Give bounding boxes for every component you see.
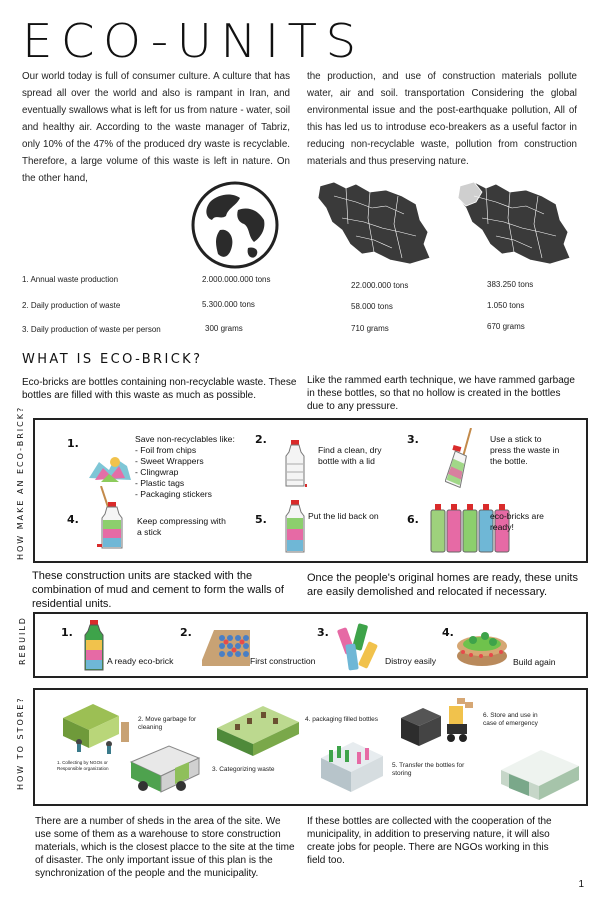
construction-right-text: Once the people's original homes are ready, these units are easily demolished and relocated if necessary. bbox=[307, 572, 578, 598]
warehouse-icon bbox=[497, 744, 583, 802]
step-4-text: Keep compressing with a stick bbox=[137, 516, 226, 537]
rebuild-step-1-number: 1. bbox=[61, 626, 73, 639]
stick-bottle-icon bbox=[445, 428, 475, 490]
stat-iran-annual: 22.000.000 tons bbox=[351, 281, 409, 290]
how-make-label: HOW MAKE AN ECO-BRICK? bbox=[16, 405, 25, 560]
store-step-6-text: 6. Store and use in case of emergency bbox=[483, 712, 538, 727]
rebuild-label: REBUILD bbox=[18, 616, 27, 665]
how-to-store-panel bbox=[33, 688, 588, 806]
eco-brick-icon bbox=[83, 620, 105, 672]
empty-bottle-icon bbox=[283, 440, 307, 490]
step-5-text: Put the lid back on bbox=[308, 511, 379, 521]
step-6-text: eco-bricks are ready! bbox=[490, 511, 544, 532]
stat-world-per-person: 300 grams bbox=[205, 324, 243, 333]
store-step-4-text: 4. packaging filled bottles bbox=[305, 716, 378, 723]
intro-left: Our world today is full of consumer culture. A culture that has spread all over the world and also is rampant in Iran, and eventually swallows what is left for us from nature - water, soil and healthy air. According to the waste manager of Tabriz, only 10% of the 47% of the produced dry waste is recyclable. Therefore, a large volume of this waste is left in nature. On the other hand, bbox=[22, 71, 290, 184]
forklift-icon bbox=[395, 696, 475, 752]
first-construction-icon bbox=[200, 620, 252, 672]
step-2-text: Find a clean, dry bottle with a lid bbox=[318, 445, 382, 466]
capped-bottle-icon bbox=[282, 500, 308, 554]
how-to-store-label: HOW TO STORE? bbox=[16, 696, 25, 790]
intro-right: the production, and use of construction materials pollute water, air and soil. transportation Considering the global environmental issue and the post-earthquake pollution, All of this has led us to introduse eco-breakers as a useful factor in reducing non-recyclable waste, pollution from construction materials and thus preserving nature. bbox=[307, 71, 577, 167]
rebuild-step-1-text: A ready eco-brick bbox=[107, 656, 174, 666]
stat-region-daily: 1.050 tons bbox=[487, 301, 525, 310]
rebuild-panel bbox=[33, 612, 588, 678]
region-map-icon bbox=[452, 178, 574, 268]
rebuild-step-3-number: 3. bbox=[317, 626, 329, 639]
rebuild-step-3-text: Distroy easily bbox=[385, 656, 437, 666]
globe-icon bbox=[190, 180, 280, 270]
list-item: - Foil from chips bbox=[135, 445, 197, 455]
list-item: - Sweet Wrappers bbox=[135, 456, 204, 466]
list-item: - Clingwrap bbox=[135, 467, 179, 477]
stat-region-annual: 383.250 tons bbox=[487, 280, 534, 289]
step-1-number: 1. bbox=[67, 437, 79, 450]
iran-map-icon bbox=[312, 178, 434, 268]
stat-world-annual: 2.000.000.000 tons bbox=[202, 275, 271, 284]
waste-pile-icon bbox=[85, 448, 135, 488]
what-is-eco-brick-heading: WHAT IS ECO-BRICK? bbox=[22, 352, 203, 367]
store-step-2-text: 2. Move garbage for cleaning bbox=[138, 716, 197, 731]
rebuild-step-4-text: Build again bbox=[513, 657, 556, 667]
rebuild-step-4-number: 4. bbox=[442, 626, 454, 639]
step-1-intro: Save non-recyclables like: bbox=[135, 434, 235, 444]
store-step-3-text: 3. Categorizing waste bbox=[212, 766, 275, 773]
step-2-number: 2. bbox=[255, 433, 267, 446]
step-5-number: 5. bbox=[255, 513, 267, 526]
stat-iran-daily: 58.000 tons bbox=[351, 302, 393, 311]
closing-left-text: There are a number of sheds in the area of the site. We use some of them as a warehouse to store construction materials, which is the closest placce to the site at the time of disaster. The only important issue of this plan is the synchronization of the people and the municipality. bbox=[35, 816, 295, 879]
store-step-1-text: 1. Collecting by NGOs or Responsible organization bbox=[57, 760, 109, 771]
page-number: 1 bbox=[578, 879, 584, 890]
what-is-left-text: Eco-bricks are bottles containing non-recyclable waste. These bottles are filled with this waste as much as possible. bbox=[22, 377, 297, 401]
truck-icon bbox=[125, 742, 205, 798]
store-step-5-text: 5. Transfer the bottles for storing bbox=[392, 762, 465, 777]
non-recyclables-list bbox=[135, 445, 265, 500]
step-3-text: Use a stick to press the waste in the bottle. bbox=[490, 434, 560, 466]
stat-world-daily: 5.300.000 tons bbox=[202, 300, 255, 309]
list-item: - Packaging stickers bbox=[135, 489, 212, 499]
stat-label-annual: 1. Annual waste production bbox=[22, 275, 119, 284]
page-title: ECO-UNITS bbox=[22, 14, 365, 68]
destroyed-bricks-icon bbox=[335, 622, 379, 672]
stat-label-per-person: 3. Daily production of waste per person bbox=[22, 325, 161, 334]
how-make-panel bbox=[33, 418, 588, 563]
round-building-icon bbox=[455, 622, 509, 672]
rebuild-step-2-number: 2. bbox=[180, 626, 192, 639]
step-3-number: 3. bbox=[407, 433, 419, 446]
compress-bottle-icon bbox=[97, 486, 127, 550]
stat-iran-per-person: 710 grams bbox=[351, 324, 389, 333]
construction-left-text: These construction units are stacked with the combination of mud and cement to form the walls of residential units. bbox=[32, 570, 284, 610]
closing-right-text: If these bottles are collected with the cooperation of the municipality, in addition to preserving nature, it will also create jobs for people. There are NGOs working in this field too. bbox=[307, 816, 552, 866]
stat-region-per-person: 670 grams bbox=[487, 322, 525, 331]
what-is-right-text: Like the rammed earth technique, we have rammed garbage in these bottles, so that no hollow is created in the bottles due to any pressure. bbox=[307, 375, 575, 412]
packaging-icon bbox=[317, 728, 387, 798]
stat-label-daily: 2. Daily production of waste bbox=[22, 301, 121, 310]
rebuild-step-2-text: First construction bbox=[250, 656, 316, 666]
list-item: - Plastic tags bbox=[135, 478, 185, 488]
step-6-number: 6. bbox=[407, 513, 419, 526]
step-4-number: 4. bbox=[67, 513, 79, 526]
conveyor-icon bbox=[213, 698, 303, 762]
